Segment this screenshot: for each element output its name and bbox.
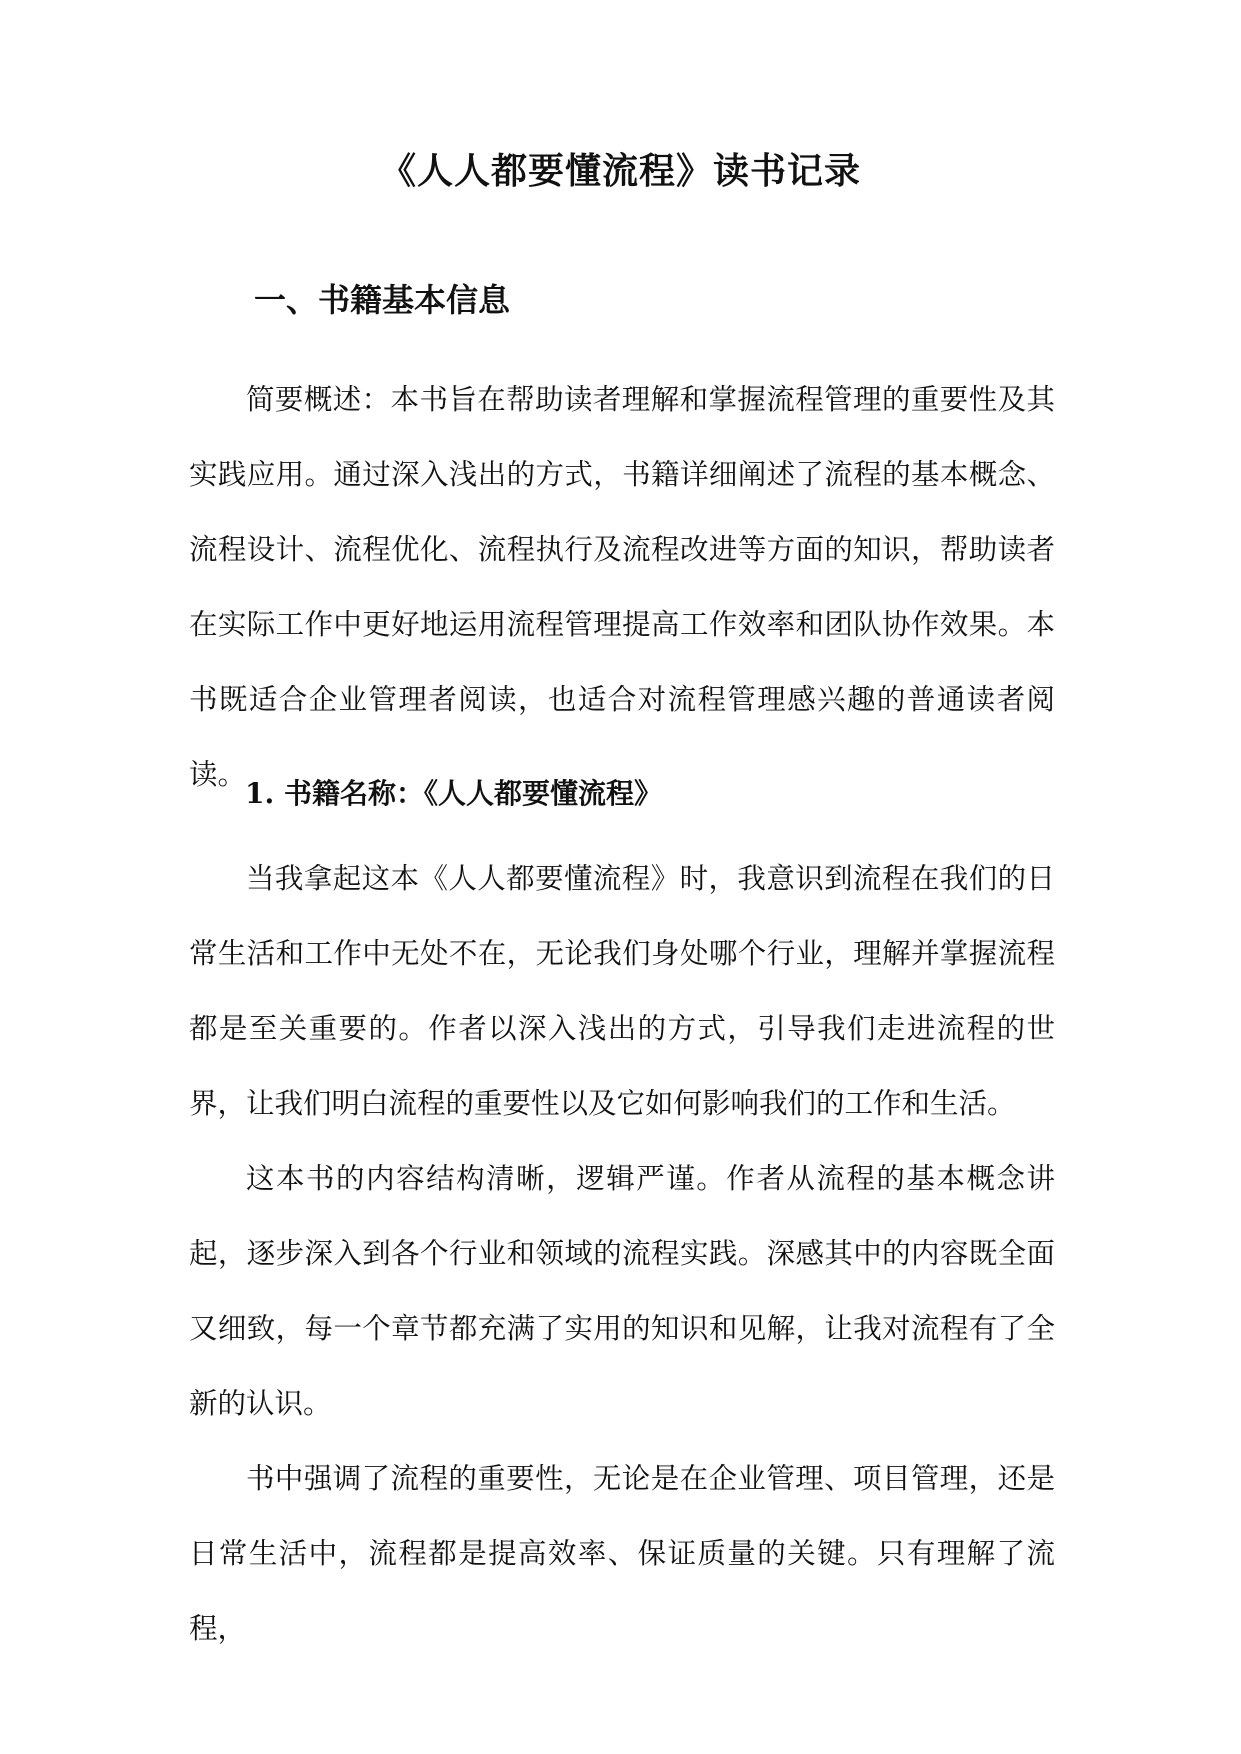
body-paragraph: 当我拿起这本《人人都要懂流程》时，我意识到流程在我们的日常生活和工作中无处不在，无论我们身处哪个行业，理解并掌握流程都是至关重要的。作者以深入浅出的方式，引导我们走进流程的世界，让我们明白流程的重要性以及它如何影响我们的工作和生活。: [189, 862, 1055, 1120]
document-title: 《人人都要懂流程》读书记录: [379, 150, 861, 192]
summary-paragraph: 简要概述：本书旨在帮助读者理解和掌握流程管理的重要性及其实践应用。通过深入浅出的方式，书籍详细阐述了流程的基本概念、流程设计、流程优化、流程执行及流程改进等方面的知识，帮助读者在实际工作中更好地运用流程管理提高工作效率和团队协作效果。本书既适合企业管理者阅读，也适合对流程管理感兴趣的普通读者阅读。: [189, 383, 1055, 791]
body-paragraph: 书中强调了流程的重要性，无论是在企业管理、项目管理，还是日常生活中，流程都是提高效率、保证质量的关键。只有理解了流程，: [189, 1462, 1055, 1645]
subsection-heading-book-name: 1. 书籍名称：《人人都要懂流程》: [245, 777, 662, 810]
body-paragraph: 这本书的内容结构清晰，逻辑严谨。作者从流程的基本概念讲起，逐步深入到各个行业和领域的流程实践。深感其中的内容既全面又细致，每一个章节都充满了实用的知识和见解，让我对流程有了全新的认识。: [189, 1162, 1055, 1420]
section-heading-basic-info: 一、书籍基本信息: [254, 281, 511, 319]
